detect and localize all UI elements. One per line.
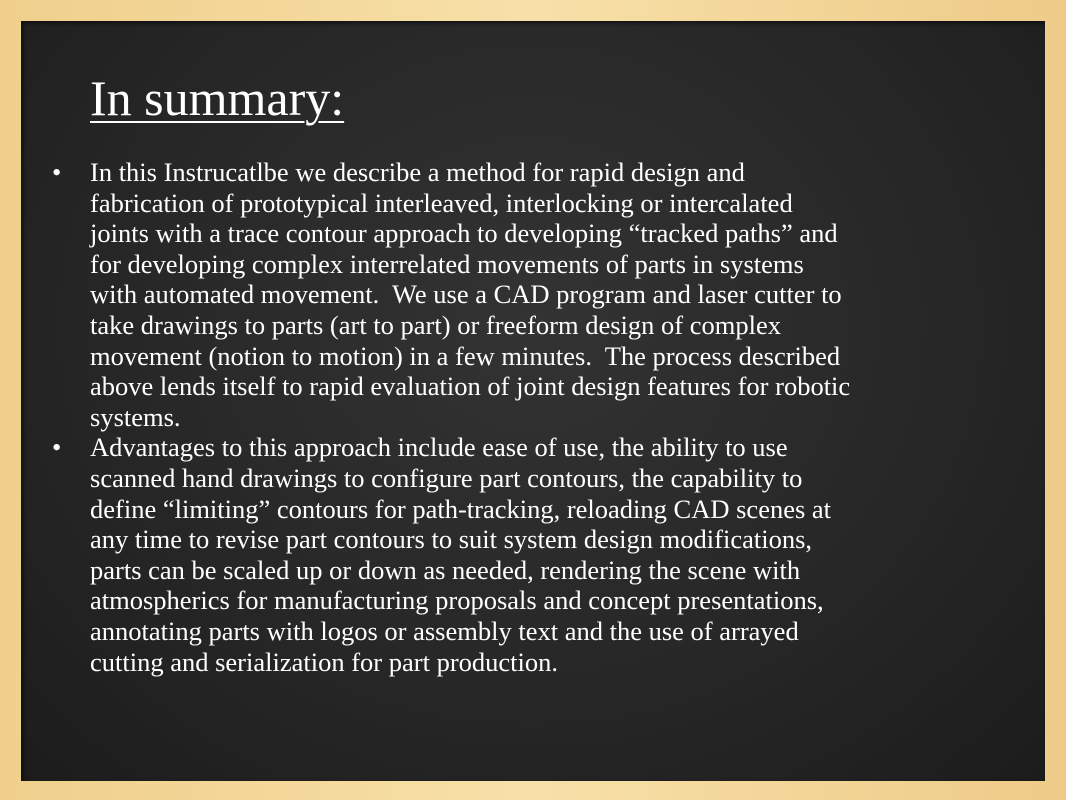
bullet-text-line: joints with a trace contour approach to developing “tracked paths” and <box>90 218 838 249</box>
bullet-icon: • <box>52 432 62 463</box>
bullet-text-line: annotating parts with logos or assembly text and the use of arrayed <box>90 615 799 646</box>
bullet-list <box>52 157 1042 677</box>
bullet-item <box>52 432 1042 677</box>
bullet-text-line: define “limiting” contours for path-tracking, reloading CAD scenes at <box>90 493 832 524</box>
bullet-text-line: fabrication of prototypical interleaved, interlocking or intercalated <box>90 187 793 218</box>
slide-title: In summary: <box>90 70 345 126</box>
bullet-icon: • <box>52 157 62 187</box>
bullet-text-line: any time to revise part contours to suit system design modifications, <box>90 524 813 555</box>
bullet-text-line: In this Instrucatlbe we describe a method for rapid design and <box>90 157 745 187</box>
bullet-text-line: for developing complex interrelated movements of parts in systems <box>90 248 804 279</box>
bullet-text-line: atmospherics for manufacturing proposals and concept presentations, <box>90 585 824 616</box>
bullet-text-line: scanned hand drawings to configure part contours, the capability to <box>90 462 803 493</box>
bullet-text-line: parts can be scaled up or down as needed, rendering the scene with <box>90 554 801 585</box>
bullet-text-line: Advantages to this approach include ease of use, the ability to use <box>90 432 788 463</box>
bullet-text-line: movement (notion to motion) in a few minutes. The process described <box>90 340 841 371</box>
bullet-item <box>52 157 1042 432</box>
bullet-text-line: above lends itself to rapid evaluation of joint design features for robotic <box>90 371 851 402</box>
bullet-text-line: systems. <box>90 401 181 432</box>
bullet-text-line: take drawings to parts (art to part) or freeform design of complex <box>90 309 781 340</box>
bullet-text-line: cutting and serialization for part production. <box>90 646 559 677</box>
bullet-text-line: with automated movement. We use a CAD program and laser cutter to <box>90 279 842 310</box>
